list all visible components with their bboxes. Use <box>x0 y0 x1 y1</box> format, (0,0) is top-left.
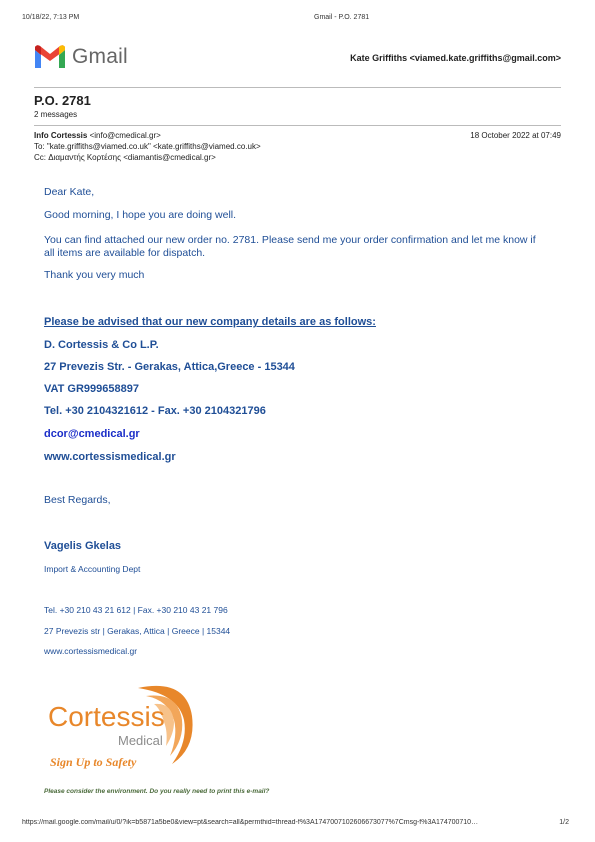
gmail-wordmark: Gmail <box>72 45 128 68</box>
thread-subject: P.O. 2781 <box>34 93 91 108</box>
divider <box>34 125 561 126</box>
logo-sub: Medical <box>118 733 163 748</box>
logo-brand: Cortessis <box>48 701 165 732</box>
gmail-logo-icon <box>33 44 67 70</box>
cortessis-logo <box>46 682 198 774</box>
company-name: D. Cortessis & Co L.P. <box>44 339 159 351</box>
logo-tagline: Sign Up to Safety <box>50 755 137 769</box>
company-email-link[interactable]: dcor@cmedical.gr <box>44 428 140 440</box>
message-cc: Cc: Διαμαντής Κορτέσης <diamantis@cmedical.gr> <box>34 153 216 162</box>
message-date: 18 October 2022 at 07:49 <box>470 131 561 140</box>
company-vat: VAT GR999658897 <box>44 383 139 395</box>
body-line-3: Thank you very much <box>44 269 145 281</box>
greeting: Dear Kate, <box>44 186 95 198</box>
signature-address: 27 Prevezis str | Gerakas, Attica | Greece | 15344 <box>44 626 231 636</box>
sender-email: <info@cmedical.gr> <box>89 131 161 140</box>
divider <box>34 87 561 88</box>
body-line-1: Good morning, I hope you are doing well. <box>44 209 237 221</box>
print-datetime: 10/18/22, 7:13 PM <box>22 14 80 21</box>
account-label: Kate Griffiths <viamed.kate.griffiths@gmail.com> <box>350 53 561 63</box>
print-url: https://mail.google.com/mail/u/0/?ik=b5871a5be0&view=pt&search=all&permthid=thread-f%3A1747007102606673077%7Cmsg-f%3A174700710… <box>22 819 479 826</box>
page-number: 1/2 <box>559 819 569 826</box>
company-website-link[interactable]: www.cortessismedical.gr <box>44 451 176 463</box>
print-title: Gmail - P.O. 2781 <box>314 14 370 21</box>
environment-note: Please consider the environment. Do you really need to print this e-mail? <box>44 788 270 795</box>
signer-name: Vagelis Gkelas <box>44 540 122 552</box>
message-count: 2 messages <box>34 110 78 119</box>
message-from <box>34 131 161 140</box>
company-phone: Tel. +30 2104321612 - Fax. +30 2104321796 <box>44 405 266 417</box>
signature-website-link[interactable]: www.cortessismedical.gr <box>44 646 138 656</box>
signature-phone: Tel. +30 210 43 21 612 | Fax. +30 210 43 21 796 <box>44 605 228 615</box>
regards: Best Regards, <box>44 494 111 506</box>
company-address: 27 Prevezis Str. - Gerakas, Attica,Greece - 15344 <box>44 361 295 373</box>
signer-department: Import & Accounting Dept <box>44 564 141 574</box>
body-line-2: You can find attached our new order no. 2781. Please send me your order confirmation and let me know if all items are available for dispatch. <box>44 234 536 259</box>
advise-heading: Please be advised that our new company details are as follows: <box>44 316 376 328</box>
sender-name: Info Cortessis <box>34 131 88 140</box>
message-to: To: "kate.griffiths@viamed.co.uk" <kate.griffiths@viamed.co.uk> <box>34 142 261 151</box>
